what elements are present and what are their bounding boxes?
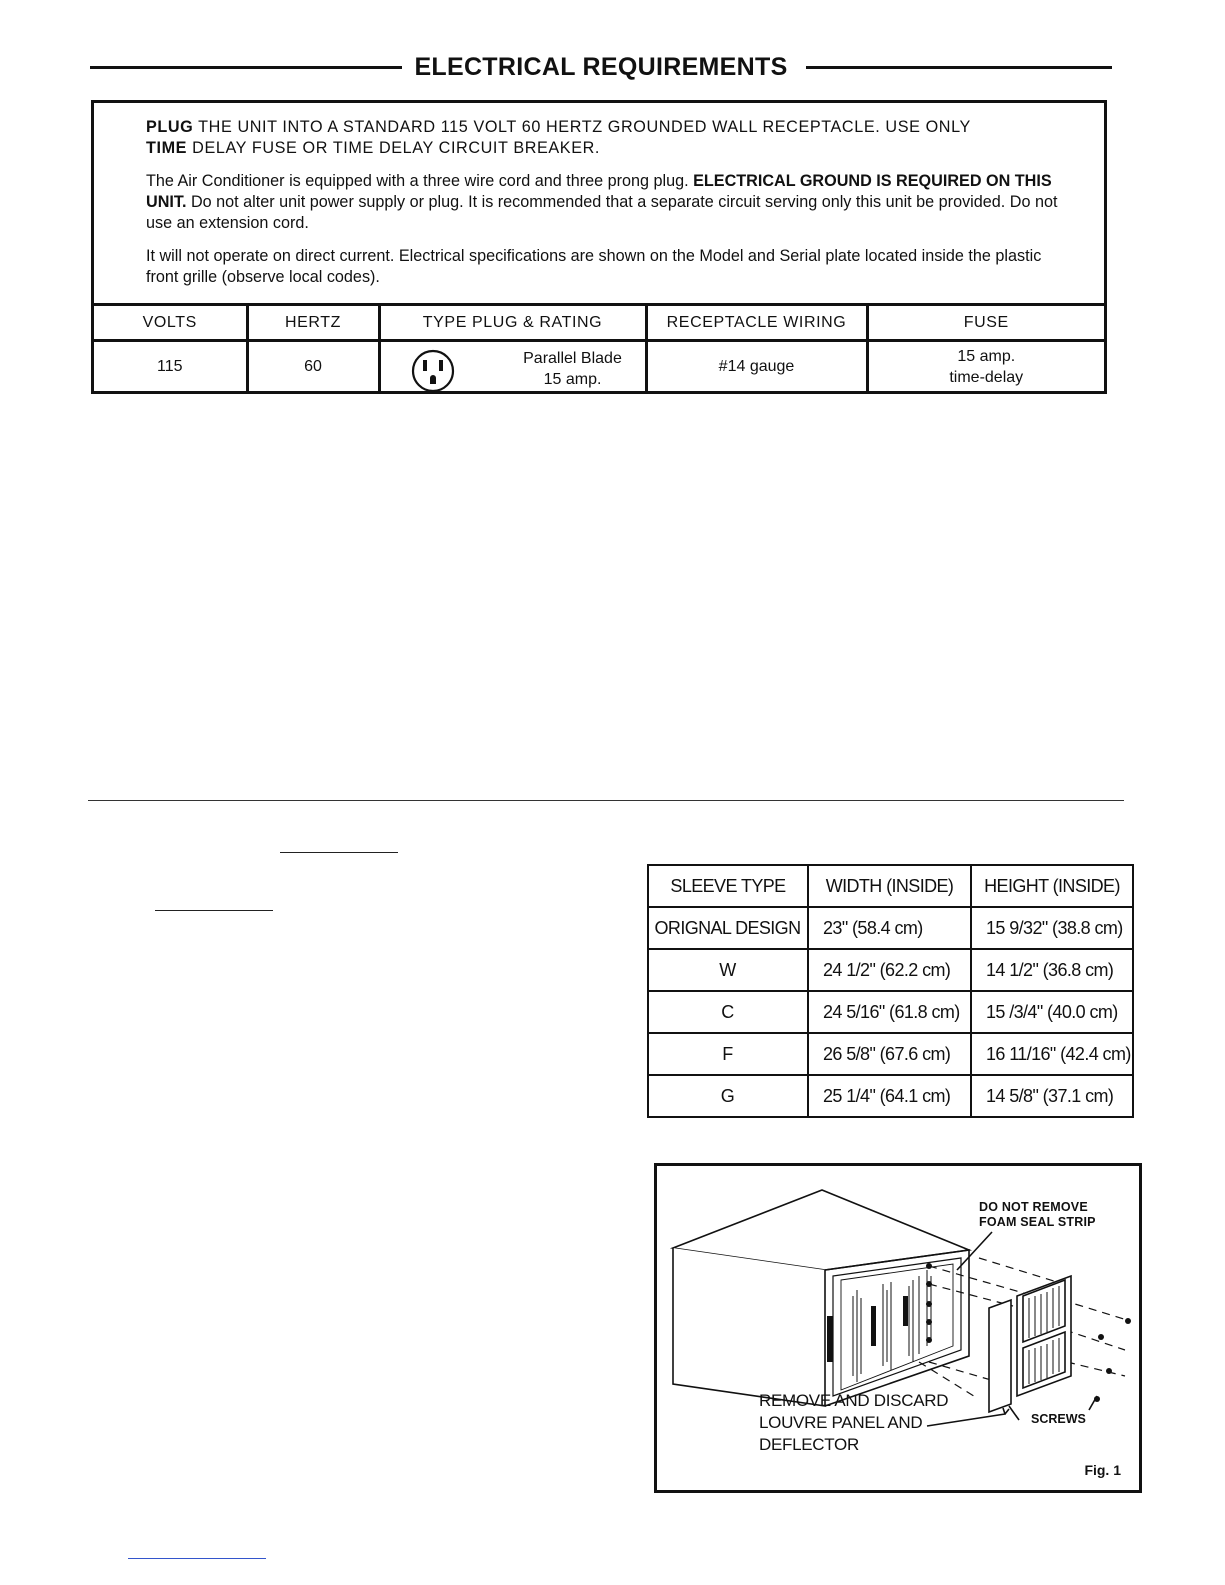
- instruction-ground: [146, 171, 1071, 234]
- foam-seal-label: FOAM SEAL STRIP: [979, 1215, 1096, 1229]
- remove-word: REMOVE: [1028, 1200, 1088, 1214]
- table-header-row: [94, 305, 1104, 341]
- plug-receptacle-icon: [411, 349, 455, 393]
- table-row: [648, 991, 1133, 1033]
- cell-wiring: #14 gauge: [646, 341, 867, 392]
- header-fuse: FUSE: [867, 305, 1104, 341]
- foam-seal-callout: [979, 1200, 1096, 1230]
- electrical-instructions: [146, 117, 1071, 300]
- heading-rule-right: [806, 66, 1112, 69]
- header-height: HEIGHT (INSIDE): [971, 865, 1133, 907]
- table-row: [648, 1075, 1133, 1117]
- header-sleeve-type: SLEEVE TYPE: [648, 865, 808, 907]
- electrical-spec-table-wrap: [94, 303, 1104, 391]
- instruction-plug: [146, 117, 1071, 159]
- fuse-amps: 15 amp.: [957, 347, 1016, 365]
- plug-type: Parallel Blade: [523, 350, 622, 367]
- header-wiring: RECEPTACLE WIRING: [646, 305, 867, 341]
- section-heading: [90, 50, 1112, 84]
- louvre-callout-line: LOUVRE PANEL AND: [759, 1413, 923, 1432]
- ground-intro: The Air Conditioner is equipped with a three wire cord and three prong plug.: [146, 172, 694, 190]
- instruction-time-bold: TIME: [146, 139, 188, 157]
- table-row: [648, 949, 1133, 991]
- page-title: ELECTRICAL REQUIREMENTS: [414, 53, 788, 81]
- table-row: [648, 907, 1133, 949]
- instruction-direct-current: It will not operate on direct current. Electrical specifications are shown on the Model and Serial plate located inside the plastic front grille (observe local codes).: [146, 247, 1042, 286]
- ground-warning: ELECTRICAL GROUND IS REQUIRED ON THIS UNIT.: [146, 172, 1052, 211]
- sleeve-type: W: [648, 949, 808, 991]
- underline-stub: [155, 910, 273, 911]
- figure-number: Fig. 1: [1084, 1462, 1121, 1478]
- sleeve-height: 16 11/16" (42.4 cm): [971, 1033, 1133, 1075]
- cell-fuse: [867, 341, 1104, 392]
- cell-plug: [379, 341, 646, 392]
- header-volts: VOLTS: [94, 305, 247, 341]
- instruction-plug-text: THE UNIT INTO A STANDARD 115 VOLT 60 HERTZ GROUNDED WALL RECEPTACLE. USE ONLY: [193, 118, 971, 136]
- table-row: [648, 1033, 1133, 1075]
- sleeve-width: 26 5/8" (67.6 cm): [808, 1033, 971, 1075]
- underline-stub: [280, 852, 398, 853]
- do-not-label: DO NOT: [979, 1200, 1029, 1214]
- header-plug: TYPE PLUG & RATING: [379, 305, 646, 341]
- instruction-plug-bold: PLUG: [146, 118, 194, 136]
- cell-volts: 115: [94, 341, 247, 392]
- table-row: [94, 341, 1104, 392]
- sleeve-type: G: [648, 1075, 808, 1117]
- sleeve-height: 14 5/8" (37.1 cm): [971, 1075, 1133, 1117]
- louvre-callout-line: DEFLECTOR: [759, 1435, 859, 1454]
- sleeve-width: 23" (58.4 cm): [808, 907, 971, 949]
- sleeve-header-row: [648, 865, 1133, 907]
- electrical-spec-table: [94, 303, 1104, 391]
- sleeve-height: 15 9/32" (38.8 cm): [971, 907, 1133, 949]
- figure-1: [654, 1163, 1142, 1493]
- instruction-time-text: DELAY FUSE OR TIME DELAY CIRCUIT BREAKER.: [187, 139, 600, 157]
- header-width: WIDTH (INSIDE): [808, 865, 971, 907]
- footer-link-underline[interactable]: [128, 1558, 266, 1559]
- sleeve-height: 15 /3/4" (40.0 cm): [971, 991, 1133, 1033]
- electrical-requirements-box: [91, 100, 1107, 394]
- sleeve-dimensions-table: [647, 864, 1134, 1118]
- fuse-type: time-delay: [949, 368, 1024, 386]
- sleeve-height: 14 1/2" (36.8 cm): [971, 949, 1133, 991]
- sleeve-type: C: [648, 991, 808, 1033]
- sleeve-type: F: [648, 1033, 808, 1075]
- plug-rating: [501, 348, 645, 390]
- cell-hertz: 60: [247, 341, 379, 392]
- sleeve-width: 24 1/2" (62.2 cm): [808, 949, 971, 991]
- header-hertz: HERTZ: [247, 305, 379, 341]
- plug-amps: 15 amp.: [543, 371, 602, 388]
- ground-rest: Do not alter unit power supply or plug. It is recommended that a separate circuit serving only this unit be provided. Do not use an extension cord.: [146, 193, 1058, 232]
- louvre-callout: [759, 1390, 948, 1456]
- sleeve-width: 25 1/4" (64.1 cm): [808, 1075, 971, 1117]
- louvre-callout-line: REMOVE AND DISCARD: [759, 1391, 949, 1410]
- section-divider: [88, 800, 1124, 801]
- screws-label: SCREWS: [1031, 1412, 1086, 1426]
- sleeve-width: 24 5/16" (61.8 cm): [808, 991, 971, 1033]
- sleeve-type: ORIGNAL DESIGN: [648, 907, 808, 949]
